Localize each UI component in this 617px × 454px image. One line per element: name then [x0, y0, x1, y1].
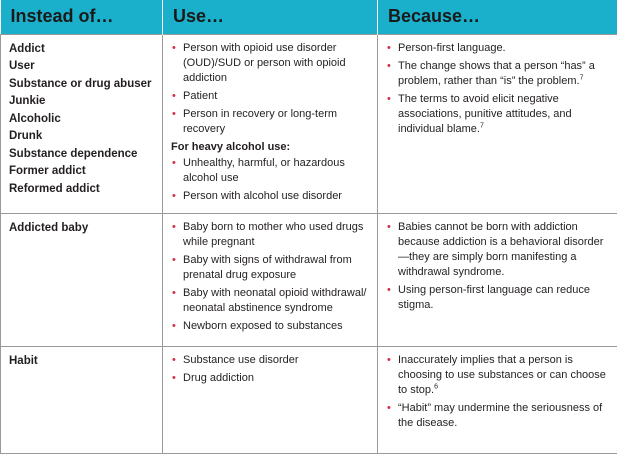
because-cell — [378, 346, 617, 453]
bullet-icon: • — [172, 89, 176, 104]
bullet-icon: • — [172, 353, 176, 368]
list-item: • Person-first language. — [386, 41, 609, 56]
bullet-icon: • — [387, 220, 391, 235]
bullet-icon: • — [172, 41, 176, 56]
list-item: • Using person-first language can reduce stigma. — [386, 283, 609, 313]
bullet-icon: • — [172, 189, 176, 204]
bullet-icon: • — [172, 253, 176, 268]
term-item: Junkie — [9, 93, 154, 111]
list-item: • Person with alcohol use disorder — [171, 189, 369, 204]
list-item: • Inaccurately implies that a person is choosing to use substances or can choose to stop.$^6$ — [386, 353, 609, 398]
use-cell — [163, 34, 378, 213]
because-list — [386, 41, 609, 137]
use-list — [171, 220, 369, 334]
bullet-icon: • — [172, 286, 176, 301]
bullet-icon: • — [172, 156, 176, 171]
use-subheading: For heavy alcohol use: — [171, 140, 369, 155]
because-list — [386, 220, 609, 313]
list-item: • Baby with neonatal opioid withdrawal/ neonatal abstinence syndrome — [171, 286, 369, 316]
term-item: Former addict — [9, 163, 154, 181]
list-item: • Newborn exposed to substances — [171, 319, 369, 334]
table-row — [1, 346, 617, 453]
term-item: Alcoholic — [9, 111, 154, 129]
term-item: Reformed addict — [9, 181, 154, 199]
bullet-icon: • — [172, 319, 176, 334]
term-item: Habit — [9, 353, 154, 371]
header-instead-of: Instead of… — [1, 0, 163, 34]
term-item: Addict — [9, 41, 154, 59]
use-list-alcohol — [171, 156, 369, 204]
term-item: Drunk — [9, 128, 154, 146]
table-row — [1, 34, 617, 213]
citation-superscript: 7 — [580, 74, 584, 81]
bullet-icon: • — [387, 283, 391, 298]
term-item: Addicted baby — [9, 220, 154, 238]
list-item: • Unhealthy, harmful, or hazardous alcohol use — [171, 156, 369, 186]
list-item: • Person with opioid use disorder (OUD)/SUD or person with opioid addiction — [171, 41, 369, 86]
use-cell — [163, 213, 378, 346]
term-item: Substance dependence — [9, 146, 154, 164]
list-item: • Patient — [171, 89, 369, 104]
use-list — [171, 41, 369, 137]
list-item: • Drug addiction — [171, 371, 369, 386]
list-item: • Substance use disorder — [171, 353, 369, 368]
use-list — [171, 353, 369, 386]
bullet-icon: • — [172, 371, 176, 386]
bullet-icon: • — [387, 41, 391, 56]
use-cell — [163, 346, 378, 453]
list-item: • “Habit” may undermine the seriousness of the disease. — [386, 401, 609, 431]
header-because: Because… — [378, 0, 617, 34]
term-item: User — [9, 58, 154, 76]
term-item: Substance or drug abuser — [9, 76, 154, 94]
header-use: Use… — [163, 0, 378, 34]
instead-cell — [1, 213, 163, 346]
because-list — [386, 353, 609, 431]
header-row — [1, 0, 617, 34]
because-cell — [378, 34, 617, 213]
list-item: • The change shows that a person “has” a problem, rather than “is” the problem.$^7$ — [386, 59, 609, 89]
instead-cell — [1, 346, 163, 453]
bullet-icon: • — [387, 353, 391, 368]
bullet-icon: • — [387, 59, 391, 74]
citation-superscript: 6 — [434, 383, 438, 390]
list-item: • Baby born to mother who used drugs while pregnant — [171, 220, 369, 250]
bullet-icon: • — [387, 92, 391, 107]
citation-superscript: 7 — [480, 122, 484, 129]
instead-cell — [1, 34, 163, 213]
list-item: • Babies cannot be born with addiction because addiction is a behavioral disorder—they are simply born manifesting a withdrawal syndrome. — [386, 220, 609, 280]
list-item: • Baby with signs of withdrawal from prenatal drug exposure — [171, 253, 369, 283]
list-item: • The terms to avoid elicit negative associations, punitive attitudes, and individual blame.$^7$ — [386, 92, 609, 137]
bullet-icon: • — [387, 401, 391, 416]
table-row — [1, 213, 617, 346]
because-cell — [378, 213, 617, 346]
bullet-icon: • — [172, 107, 176, 122]
list-item: • Person in recovery or long-term recovery — [171, 107, 369, 137]
bullet-icon: • — [172, 220, 176, 235]
